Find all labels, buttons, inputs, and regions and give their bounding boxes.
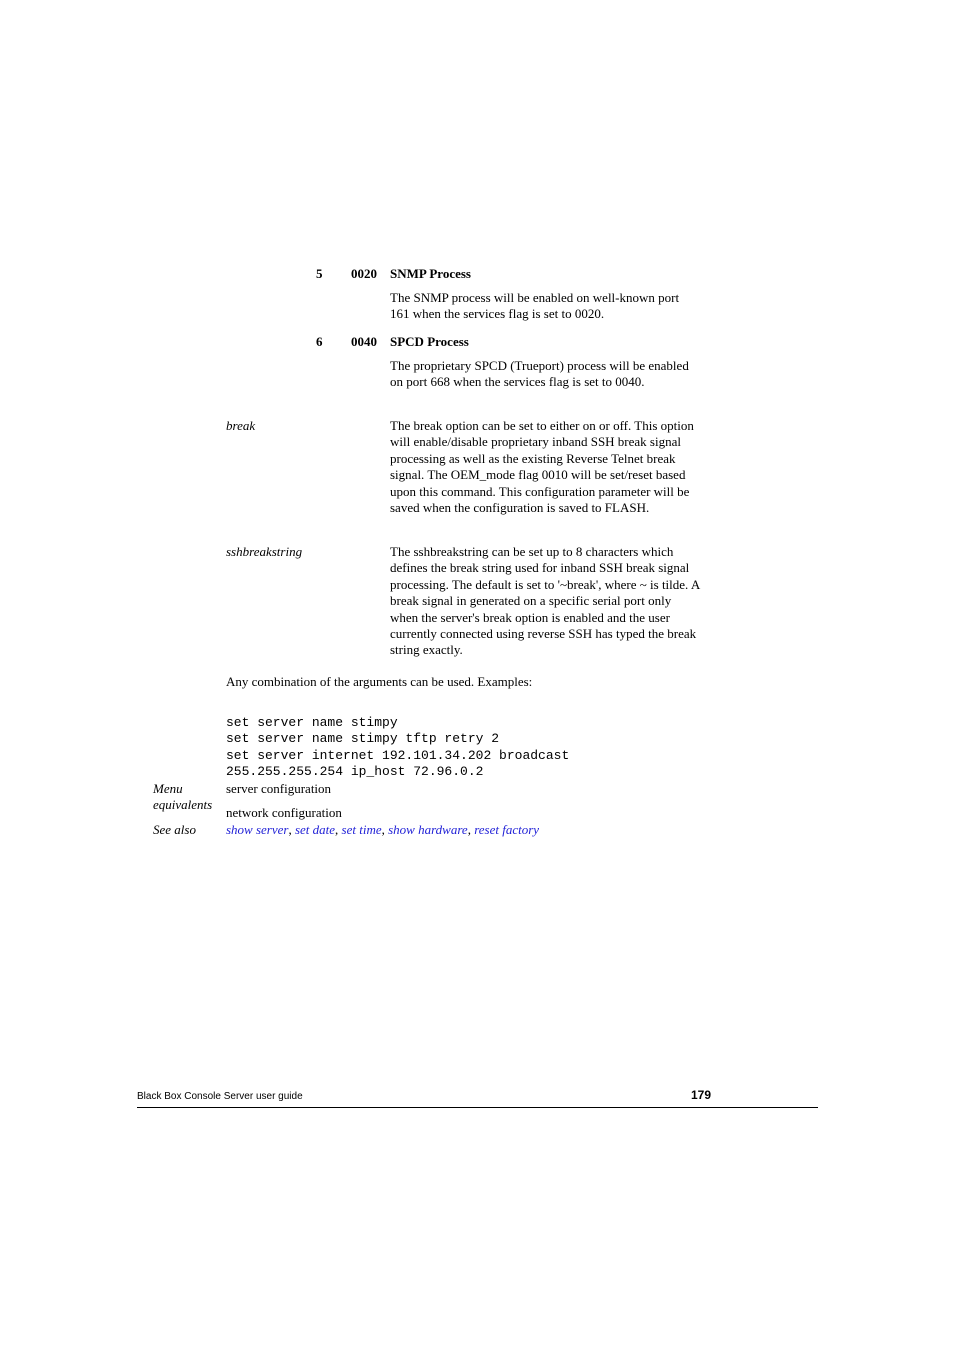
menu-equivalent-server-configuration: server configuration [226, 781, 332, 796]
service-description-snmp: The SNMP process will be enabled on well-known port 161 when the services flag is set to 0020. [390, 290, 680, 322]
param-term-sshbreakstring: sshbreakstring [226, 544, 303, 559]
code-example [226, 715, 569, 781]
link-separator: , [335, 822, 342, 837]
code-line: set server name stimpy [226, 715, 398, 730]
link-set-time[interactable]: set time [341, 822, 382, 837]
service-description-spcd: The proprietary SPCD (Trueport) process will be enabled on port 668 when the services flag is set to 0040. [390, 358, 689, 390]
link-separator: , [381, 822, 389, 837]
param-description-break: The break option can be set to either on or off. This option will enable/disable proprietary inband SSH break signal processing as well as the existing Reverse Telnet break signal. The OEM_mode flag 0010 will be set/reset based upon this command. This configuration parameter will be saved when the configuration is saved to FLASH. [390, 418, 694, 516]
menu-equivalent-network-configuration: network configuration [226, 805, 342, 820]
footer-title: Black Box Console Server user guide [137, 1091, 303, 1102]
footer-page-number: 179 [691, 1088, 712, 1102]
menu-equivalents-label [153, 781, 212, 814]
link-separator: , [467, 822, 475, 837]
service-name-snmp: SNMP Process [390, 266, 471, 281]
code-line: set server name stimpy tftp retry 2 [226, 731, 500, 747]
link-show-server[interactable]: show server [226, 822, 289, 837]
service-bit-5: 5 [316, 266, 323, 281]
see-also-label: See also [153, 822, 196, 837]
menu-equivalents-label-line2: equivalents [153, 797, 213, 813]
link-reset-factory[interactable]: reset factory [474, 822, 540, 837]
link-set-date[interactable]: set date [294, 822, 336, 837]
link-separator: , [288, 822, 295, 837]
examples-intro: Any combination of the arguments can be used. Examples: [226, 674, 533, 689]
param-term-break: break [226, 418, 256, 433]
link-show-hardware[interactable]: show hardware [388, 822, 468, 837]
param-description-sshbreakstring: The sshbreakstring can be set up to 8 characters which defines the break string used for inband SSH break signal processing. The default is set to '~break', where ~ is tilde. A break signal in generated on a specific serial port only when the server's break option is enabled and the user currently connected using reverse SSH has typed the break string exactly. [390, 544, 700, 658]
service-flag-0020: 0020 [351, 266, 377, 281]
menu-equivalents-label-line1: Menu [153, 781, 183, 796]
service-flag-0040: 0040 [351, 334, 377, 349]
see-also-links [226, 822, 539, 838]
service-bit-6: 6 [316, 334, 323, 349]
code-line: set server internet 192.101.34.202 broadcast [226, 747, 570, 763]
footer-rule [137, 1107, 818, 1108]
code-line: 255.255.255.254 ip_host 72.96.0.2 [226, 764, 484, 780]
service-name-spcd: SPCD Process [390, 334, 469, 349]
